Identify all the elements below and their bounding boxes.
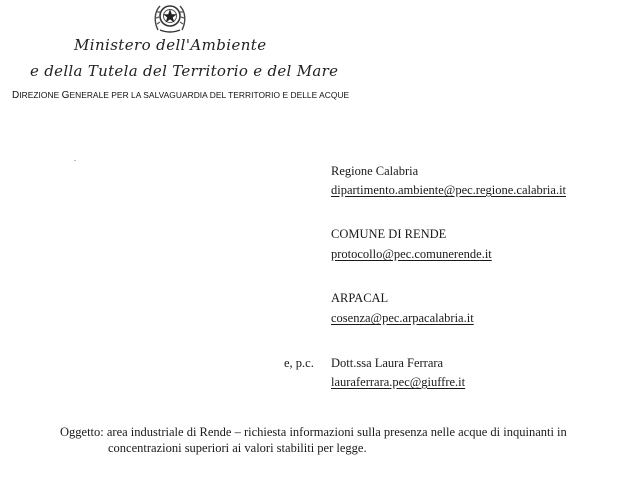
- direzione-initial-g: G: [61, 90, 70, 101]
- subject-line2: concentrazioni superiori ai valori stabiliti per legge.: [108, 441, 367, 455]
- direzione-text-part1: IREZIONE: [19, 90, 62, 100]
- recipient-name-arpacal: ARPACAL: [331, 291, 389, 305]
- subject-line1-row: [60, 424, 605, 440]
- direzione-initial-d: D: [12, 90, 20, 101]
- direzione-generale-heading: [12, 90, 349, 101]
- ministry-name-line2: e della Tutela del Territorio e del Mare: [30, 62, 339, 80]
- recipient-email-comune[interactable]: protocollo@pec.comunerende.it: [331, 247, 492, 261]
- italian-republic-emblem-icon: [150, 0, 190, 34]
- cc-label: e, p.c.: [284, 356, 314, 370]
- subject-line1: area industriale di Rende – richiesta informazioni sulla presenza nelle acque di inquinanti in: [106, 425, 567, 439]
- subject-label: Oggetto:: [60, 425, 104, 439]
- cc-recipient-email[interactable]: lauraferrara.pec@giuffre.it: [331, 375, 466, 389]
- subject-block: [60, 424, 605, 456]
- ministry-name-line1: Ministero dell'Ambiente: [74, 36, 267, 54]
- recipient-name-regione: Regione Calabria: [331, 164, 419, 178]
- recipient-email-arpacal[interactable]: cosenza@pec.arpacalabria.it: [331, 311, 474, 325]
- recipient-name-comune: COMUNE DI RENDE: [331, 227, 447, 241]
- recipient-email-regione[interactable]: dipartimento.ambiente@pec.regione.calabria.it: [331, 183, 567, 197]
- cc-recipient-name: Dott.ssa Laura Ferrara: [331, 356, 444, 370]
- stray-mark: [74, 160, 76, 161]
- direzione-text-part2: ENERALE PER LA SALVAGUARDIA DEL TERRITORIO E DELLE ACQUE: [69, 90, 350, 100]
